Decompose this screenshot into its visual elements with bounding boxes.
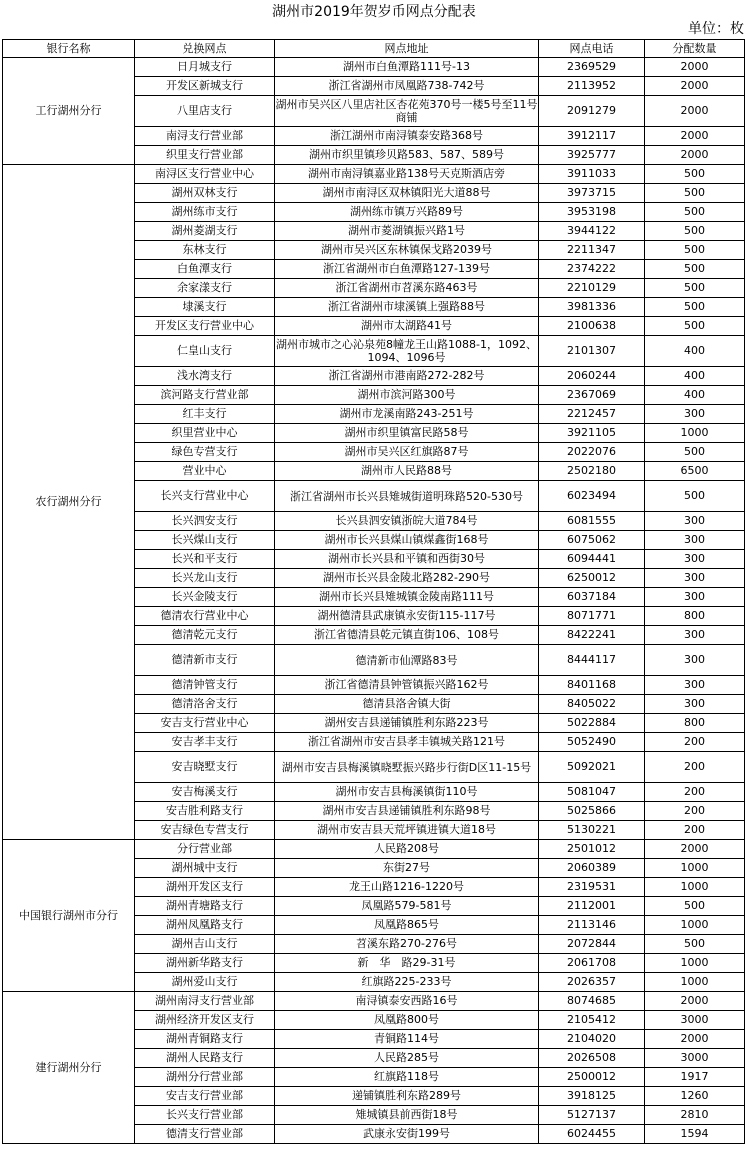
address-cell: 湖州市菱湖镇振兴路1号: [275, 222, 539, 241]
phone-cell: 6250012: [539, 569, 645, 588]
phone-cell: 5081047: [539, 783, 645, 802]
quantity-cell: 500: [645, 222, 745, 241]
branch-cell: 埭溪支行: [135, 298, 275, 317]
phone-cell: 6094441: [539, 550, 645, 569]
branch-cell: 湖州新华路支行: [135, 954, 275, 973]
branch-cell: 仁皇山支行: [135, 336, 275, 367]
branch-cell: 安吉晓墅支行: [135, 752, 275, 783]
quantity-cell: 2000: [645, 992, 745, 1011]
table-row: [3, 165, 745, 184]
phone-cell: 6081555: [539, 512, 645, 531]
phone-cell: 2210129: [539, 279, 645, 298]
address-cell: 长兴县泗安镇浙皖大道784号: [275, 512, 539, 531]
branch-cell: 长兴和平支行: [135, 550, 275, 569]
address-cell: 湖州市安吉县梅溪镇晓墅振兴路步行街D区11-15号: [275, 752, 539, 783]
quantity-cell: 400: [645, 386, 745, 405]
phone-cell: 6024455: [539, 1125, 645, 1144]
address-cell: 湖州市吴兴区红旗路87号: [275, 443, 539, 462]
quantity-cell: 1000: [645, 916, 745, 935]
branch-cell: 湖州青塘路支行: [135, 897, 275, 916]
phone-cell: 6023494: [539, 481, 645, 512]
branch-cell: 南浔支行营业部: [135, 127, 275, 146]
branch-cell: 湖州练市支行: [135, 203, 275, 222]
branch-cell: 日月城支行: [135, 58, 275, 77]
branch-cell: 长兴支行营业中心: [135, 481, 275, 512]
quantity-cell: 200: [645, 752, 745, 783]
phone-cell: 2367069: [539, 386, 645, 405]
unit-label: 单位：枚: [688, 21, 744, 37]
branch-cell: 湖州双林支行: [135, 184, 275, 203]
address-cell: 浙江湖州市南浔镇泰安路368号: [275, 127, 539, 146]
address-cell: 湖州市南浔镇嘉业路138号天克斯酒店旁: [275, 165, 539, 184]
branch-cell: 营业中心: [135, 462, 275, 481]
quantity-cell: 2000: [645, 127, 745, 146]
quantity-cell: 200: [645, 733, 745, 752]
header-branch: 兑换网点: [135, 40, 275, 58]
phone-cell: 8405022: [539, 695, 645, 714]
branch-cell: 分行营业部: [135, 840, 275, 859]
address-cell: 青铜路114号: [275, 1030, 539, 1049]
branch-cell: 湖州城中支行: [135, 859, 275, 878]
phone-cell: 3981336: [539, 298, 645, 317]
branch-cell: 长兴龙山支行: [135, 569, 275, 588]
phone-cell: 2104020: [539, 1030, 645, 1049]
branch-cell: 德清洛舍支行: [135, 695, 275, 714]
phone-cell: 2374222: [539, 260, 645, 279]
branch-cell: 安吉支行营业部: [135, 1087, 275, 1106]
branch-cell: 织里营业中心: [135, 424, 275, 443]
phone-cell: 2112001: [539, 897, 645, 916]
header-quantity: 分配数量: [645, 40, 745, 58]
phone-cell: 8401168: [539, 676, 645, 695]
quantity-cell: 2000: [645, 77, 745, 96]
quantity-cell: 1594: [645, 1125, 745, 1144]
branch-cell: 安吉绿色专营支行: [135, 821, 275, 840]
branch-cell: 安吉胜利路支行: [135, 802, 275, 821]
phone-cell: 2100638: [539, 317, 645, 336]
phone-cell: 2113952: [539, 77, 645, 96]
address-cell: 浙江省湖州市港南路272-282号: [275, 367, 539, 386]
quantity-cell: 2000: [645, 840, 745, 859]
quantity-cell: 1917: [645, 1068, 745, 1087]
branch-cell: 德清新市支行: [135, 645, 275, 676]
quantity-cell: 1260: [645, 1087, 745, 1106]
quantity-cell: 500: [645, 165, 745, 184]
phone-cell: 5022884: [539, 714, 645, 733]
phone-cell: 2211347: [539, 241, 645, 260]
branch-cell: 湖州青铜路支行: [135, 1030, 275, 1049]
address-cell: 龙王山路1216-1220号: [275, 878, 539, 897]
phone-cell: 5127137: [539, 1106, 645, 1125]
branch-cell: 浅水湾支行: [135, 367, 275, 386]
address-cell: 湖州市安吉县天荒坪镇进镇大道18号: [275, 821, 539, 840]
address-cell: 东街27号: [275, 859, 539, 878]
branch-cell: 德清乾元支行: [135, 626, 275, 645]
header-phone: 网点电话: [539, 40, 645, 58]
address-cell: 湖州市人民路88号: [275, 462, 539, 481]
address-cell: 递铺镇胜利东路289号: [275, 1087, 539, 1106]
quantity-cell: 500: [645, 481, 745, 512]
quantity-cell: 800: [645, 714, 745, 733]
phone-cell: 5092021: [539, 752, 645, 783]
address-cell: 红旗路118号: [275, 1068, 539, 1087]
branch-cell: 安吉梅溪支行: [135, 783, 275, 802]
address-cell: 凤凰路865号: [275, 916, 539, 935]
quantity-cell: 3000: [645, 1011, 745, 1030]
address-cell: 湖州市吴兴区八里店社区杏花苑370号一楼5号至11号商铺: [275, 96, 539, 127]
branch-cell: 湖州经济开发区支行: [135, 1011, 275, 1030]
address-cell: 浙江省湖州市苕溪东路463号: [275, 279, 539, 298]
quantity-cell: 500: [645, 897, 745, 916]
bank-name-cell: 中国银行湖州市分行: [3, 840, 135, 992]
address-cell: 湖州市白鱼潭路111号-13: [275, 58, 539, 77]
header-address: 网点地址: [275, 40, 539, 58]
address-cell: 湖州市南浔区双林镇阳光大道88号: [275, 184, 539, 203]
branch-cell: 德清支行营业部: [135, 1125, 275, 1144]
address-cell: 湖州安吉县递铺镇胜利东路223号: [275, 714, 539, 733]
phone-cell: 2060244: [539, 367, 645, 386]
address-cell: 湖州市太湖路41号: [275, 317, 539, 336]
address-cell: 凤凰路800号: [275, 1011, 539, 1030]
phone-cell: 3912117: [539, 127, 645, 146]
page-title: 湖州市2019年贺岁币网点分配表: [272, 4, 476, 20]
quantity-cell: 800: [645, 607, 745, 626]
address-cell: 湖州市吴兴区东林镇保戈路2039号: [275, 241, 539, 260]
branch-cell: 织里支行营业部: [135, 146, 275, 165]
branch-cell: 长兴支行营业部: [135, 1106, 275, 1125]
address-cell: 湖州市长兴县和平镇和西街30号: [275, 550, 539, 569]
quantity-cell: 300: [645, 695, 745, 714]
bank-name-cell: 农行湖州分行: [3, 165, 135, 840]
quantity-cell: 500: [645, 279, 745, 298]
phone-cell: 8444117: [539, 645, 645, 676]
quantity-cell: 500: [645, 935, 745, 954]
quantity-cell: 400: [645, 336, 745, 367]
quantity-cell: 500: [645, 443, 745, 462]
branch-cell: 湖州爱山支行: [135, 973, 275, 992]
quantity-cell: 500: [645, 317, 745, 336]
address-cell: 湖州练市镇万兴路89号: [275, 203, 539, 222]
header-row: [3, 40, 745, 58]
address-cell: 浙江省湖州市长兴县雉城街道明珠路520-530号: [275, 481, 539, 512]
branch-cell: 湖州南浔支行营业部: [135, 992, 275, 1011]
phone-cell: 2061708: [539, 954, 645, 973]
phone-cell: 3953198: [539, 203, 645, 222]
phone-cell: 2105412: [539, 1011, 645, 1030]
address-cell: 湖州德清县武康镇永安街115-117号: [275, 607, 539, 626]
quantity-cell: 2000: [645, 146, 745, 165]
branch-cell: 南浔区支行营业中心: [135, 165, 275, 184]
phone-cell: 5052490: [539, 733, 645, 752]
address-cell: 雉城镇县前西街18号: [275, 1106, 539, 1125]
phone-cell: 8422241: [539, 626, 645, 645]
phone-cell: 3973715: [539, 184, 645, 203]
quantity-cell: 1000: [645, 424, 745, 443]
quantity-cell: 500: [645, 184, 745, 203]
quantity-cell: 1000: [645, 954, 745, 973]
quantity-cell: 2000: [645, 96, 745, 127]
phone-cell: 3911033: [539, 165, 645, 184]
quantity-cell: 300: [645, 550, 745, 569]
allocation-table: [2, 39, 745, 1144]
branch-cell: 长兴金陵支行: [135, 588, 275, 607]
quantity-cell: 400: [645, 367, 745, 386]
address-cell: 湖州市安吉县递铺镇胜利东路98号: [275, 802, 539, 821]
phone-cell: 2091279: [539, 96, 645, 127]
branch-cell: 开发区新城支行: [135, 77, 275, 96]
quantity-cell: 3000: [645, 1049, 745, 1068]
quantity-cell: 500: [645, 260, 745, 279]
address-cell: 湖州市滨河路300号: [275, 386, 539, 405]
address-cell: 湖州市龙溪南路243-251号: [275, 405, 539, 424]
table-row: [3, 840, 745, 859]
branch-cell: 安吉支行营业中心: [135, 714, 275, 733]
phone-cell: 5130221: [539, 821, 645, 840]
phone-cell: 2369529: [539, 58, 645, 77]
address-cell: 湖州市长兴县煤山镇煤鑫街168号: [275, 531, 539, 550]
table-row: [3, 992, 745, 1011]
quantity-cell: 300: [645, 531, 745, 550]
quantity-cell: 300: [645, 676, 745, 695]
phone-cell: 3918125: [539, 1087, 645, 1106]
address-cell: 人民路285号: [275, 1049, 539, 1068]
table-body: [3, 58, 745, 1144]
phone-cell: 3944122: [539, 222, 645, 241]
address-cell: 苕溪东路270-276号: [275, 935, 539, 954]
bank-name-cell: 建行湖州分行: [3, 992, 135, 1144]
branch-cell: 长兴泗安支行: [135, 512, 275, 531]
phone-cell: 6037184: [539, 588, 645, 607]
address-cell: 德清新市仙潭路83号: [275, 645, 539, 676]
quantity-cell: 500: [645, 298, 745, 317]
quantity-cell: 200: [645, 802, 745, 821]
address-cell: 湖州市安吉县梅溪镇街110号: [275, 783, 539, 802]
phone-cell: 2113146: [539, 916, 645, 935]
quantity-cell: 1000: [645, 973, 745, 992]
address-cell: 浙江省德清县钟管镇振兴路162号: [275, 676, 539, 695]
address-cell: 武康永安街199号: [275, 1125, 539, 1144]
phone-cell: 2319531: [539, 878, 645, 897]
quantity-cell: 300: [645, 588, 745, 607]
phone-cell: 3921105: [539, 424, 645, 443]
branch-cell: 红丰支行: [135, 405, 275, 424]
phone-cell: 5025866: [539, 802, 645, 821]
branch-cell: 湖州菱湖支行: [135, 222, 275, 241]
branch-cell: 白鱼潭支行: [135, 260, 275, 279]
phone-cell: 2101307: [539, 336, 645, 367]
address-cell: 湖州市长兴县金陵北路282-290号: [275, 569, 539, 588]
quantity-cell: 300: [645, 405, 745, 424]
address-cell: 湖州市织里镇珍贝路583、587、589号: [275, 146, 539, 165]
quantity-cell: 2810: [645, 1106, 745, 1125]
quantity-cell: 200: [645, 821, 745, 840]
address-cell: 湖州市长兴县雉城镇金陵南路111号: [275, 588, 539, 607]
phone-cell: 2022076: [539, 443, 645, 462]
branch-cell: 湖州分行营业部: [135, 1068, 275, 1087]
address-cell: 红旗路225-233号: [275, 973, 539, 992]
quantity-cell: 1000: [645, 859, 745, 878]
quantity-cell: 2000: [645, 58, 745, 77]
bank-name-cell: 工行湖州分行: [3, 58, 135, 165]
branch-cell: 长兴煤山支行: [135, 531, 275, 550]
branch-cell: 余家漾支行: [135, 279, 275, 298]
address-cell: 凤凰路579-581号: [275, 897, 539, 916]
quantity-cell: 2000: [645, 1030, 745, 1049]
address-cell: 湖州市城市之心沁泉苑8幢龙王山路1088-1，1092、1094、1096号: [275, 336, 539, 367]
branch-cell: 绿色专营支行: [135, 443, 275, 462]
address-cell: 南浔镇泰安西路16号: [275, 992, 539, 1011]
header-bank-name: 银行名称: [3, 40, 135, 58]
quantity-cell: 300: [645, 512, 745, 531]
phone-cell: 3925777: [539, 146, 645, 165]
branch-cell: 开发区支行营业中心: [135, 317, 275, 336]
phone-cell: 2501012: [539, 840, 645, 859]
phone-cell: 2500012: [539, 1068, 645, 1087]
address-cell: 浙江省湖州市凤凰路738-742号: [275, 77, 539, 96]
quantity-cell: 1000: [645, 878, 745, 897]
quantity-cell: 500: [645, 241, 745, 260]
quantity-cell: 6500: [645, 462, 745, 481]
phone-cell: 2026508: [539, 1049, 645, 1068]
phone-cell: 2502180: [539, 462, 645, 481]
address-cell: 德清县洛舍镇大街: [275, 695, 539, 714]
branch-cell: 湖州吉山支行: [135, 935, 275, 954]
address-cell: 新 华 路29-31号: [275, 954, 539, 973]
phone-cell: 6075062: [539, 531, 645, 550]
branch-cell: 德清钟管支行: [135, 676, 275, 695]
address-cell: 湖州市织里镇富民路58号: [275, 424, 539, 443]
branch-cell: 湖州人民路支行: [135, 1049, 275, 1068]
phone-cell: 8071771: [539, 607, 645, 626]
branch-cell: 德清农行营业中心: [135, 607, 275, 626]
quantity-cell: 300: [645, 569, 745, 588]
address-cell: 浙江省湖州市埭溪镇上强路88号: [275, 298, 539, 317]
branch-cell: 安吉孝丰支行: [135, 733, 275, 752]
quantity-cell: 500: [645, 203, 745, 222]
quantity-cell: 300: [645, 645, 745, 676]
table-row: [3, 58, 745, 77]
branch-cell: 湖州凤凰路支行: [135, 916, 275, 935]
phone-cell: 8074685: [539, 992, 645, 1011]
phone-cell: 2072844: [539, 935, 645, 954]
phone-cell: 2212457: [539, 405, 645, 424]
branch-cell: 湖州开发区支行: [135, 878, 275, 897]
quantity-cell: 200: [645, 783, 745, 802]
address-cell: 人民路208号: [275, 840, 539, 859]
phone-cell: 2060389: [539, 859, 645, 878]
address-cell: 浙江省德清县乾元镇直街106、108号: [275, 626, 539, 645]
branch-cell: 八里店支行: [135, 96, 275, 127]
phone-cell: 2026357: [539, 973, 645, 992]
branch-cell: 滨河路支行营业部: [135, 386, 275, 405]
address-cell: 浙江省湖州市安吉县孝丰镇城关路121号: [275, 733, 539, 752]
quantity-cell: 300: [645, 626, 745, 645]
address-cell: 浙江省湖州市白鱼潭路127-139号: [275, 260, 539, 279]
branch-cell: 东林支行: [135, 241, 275, 260]
